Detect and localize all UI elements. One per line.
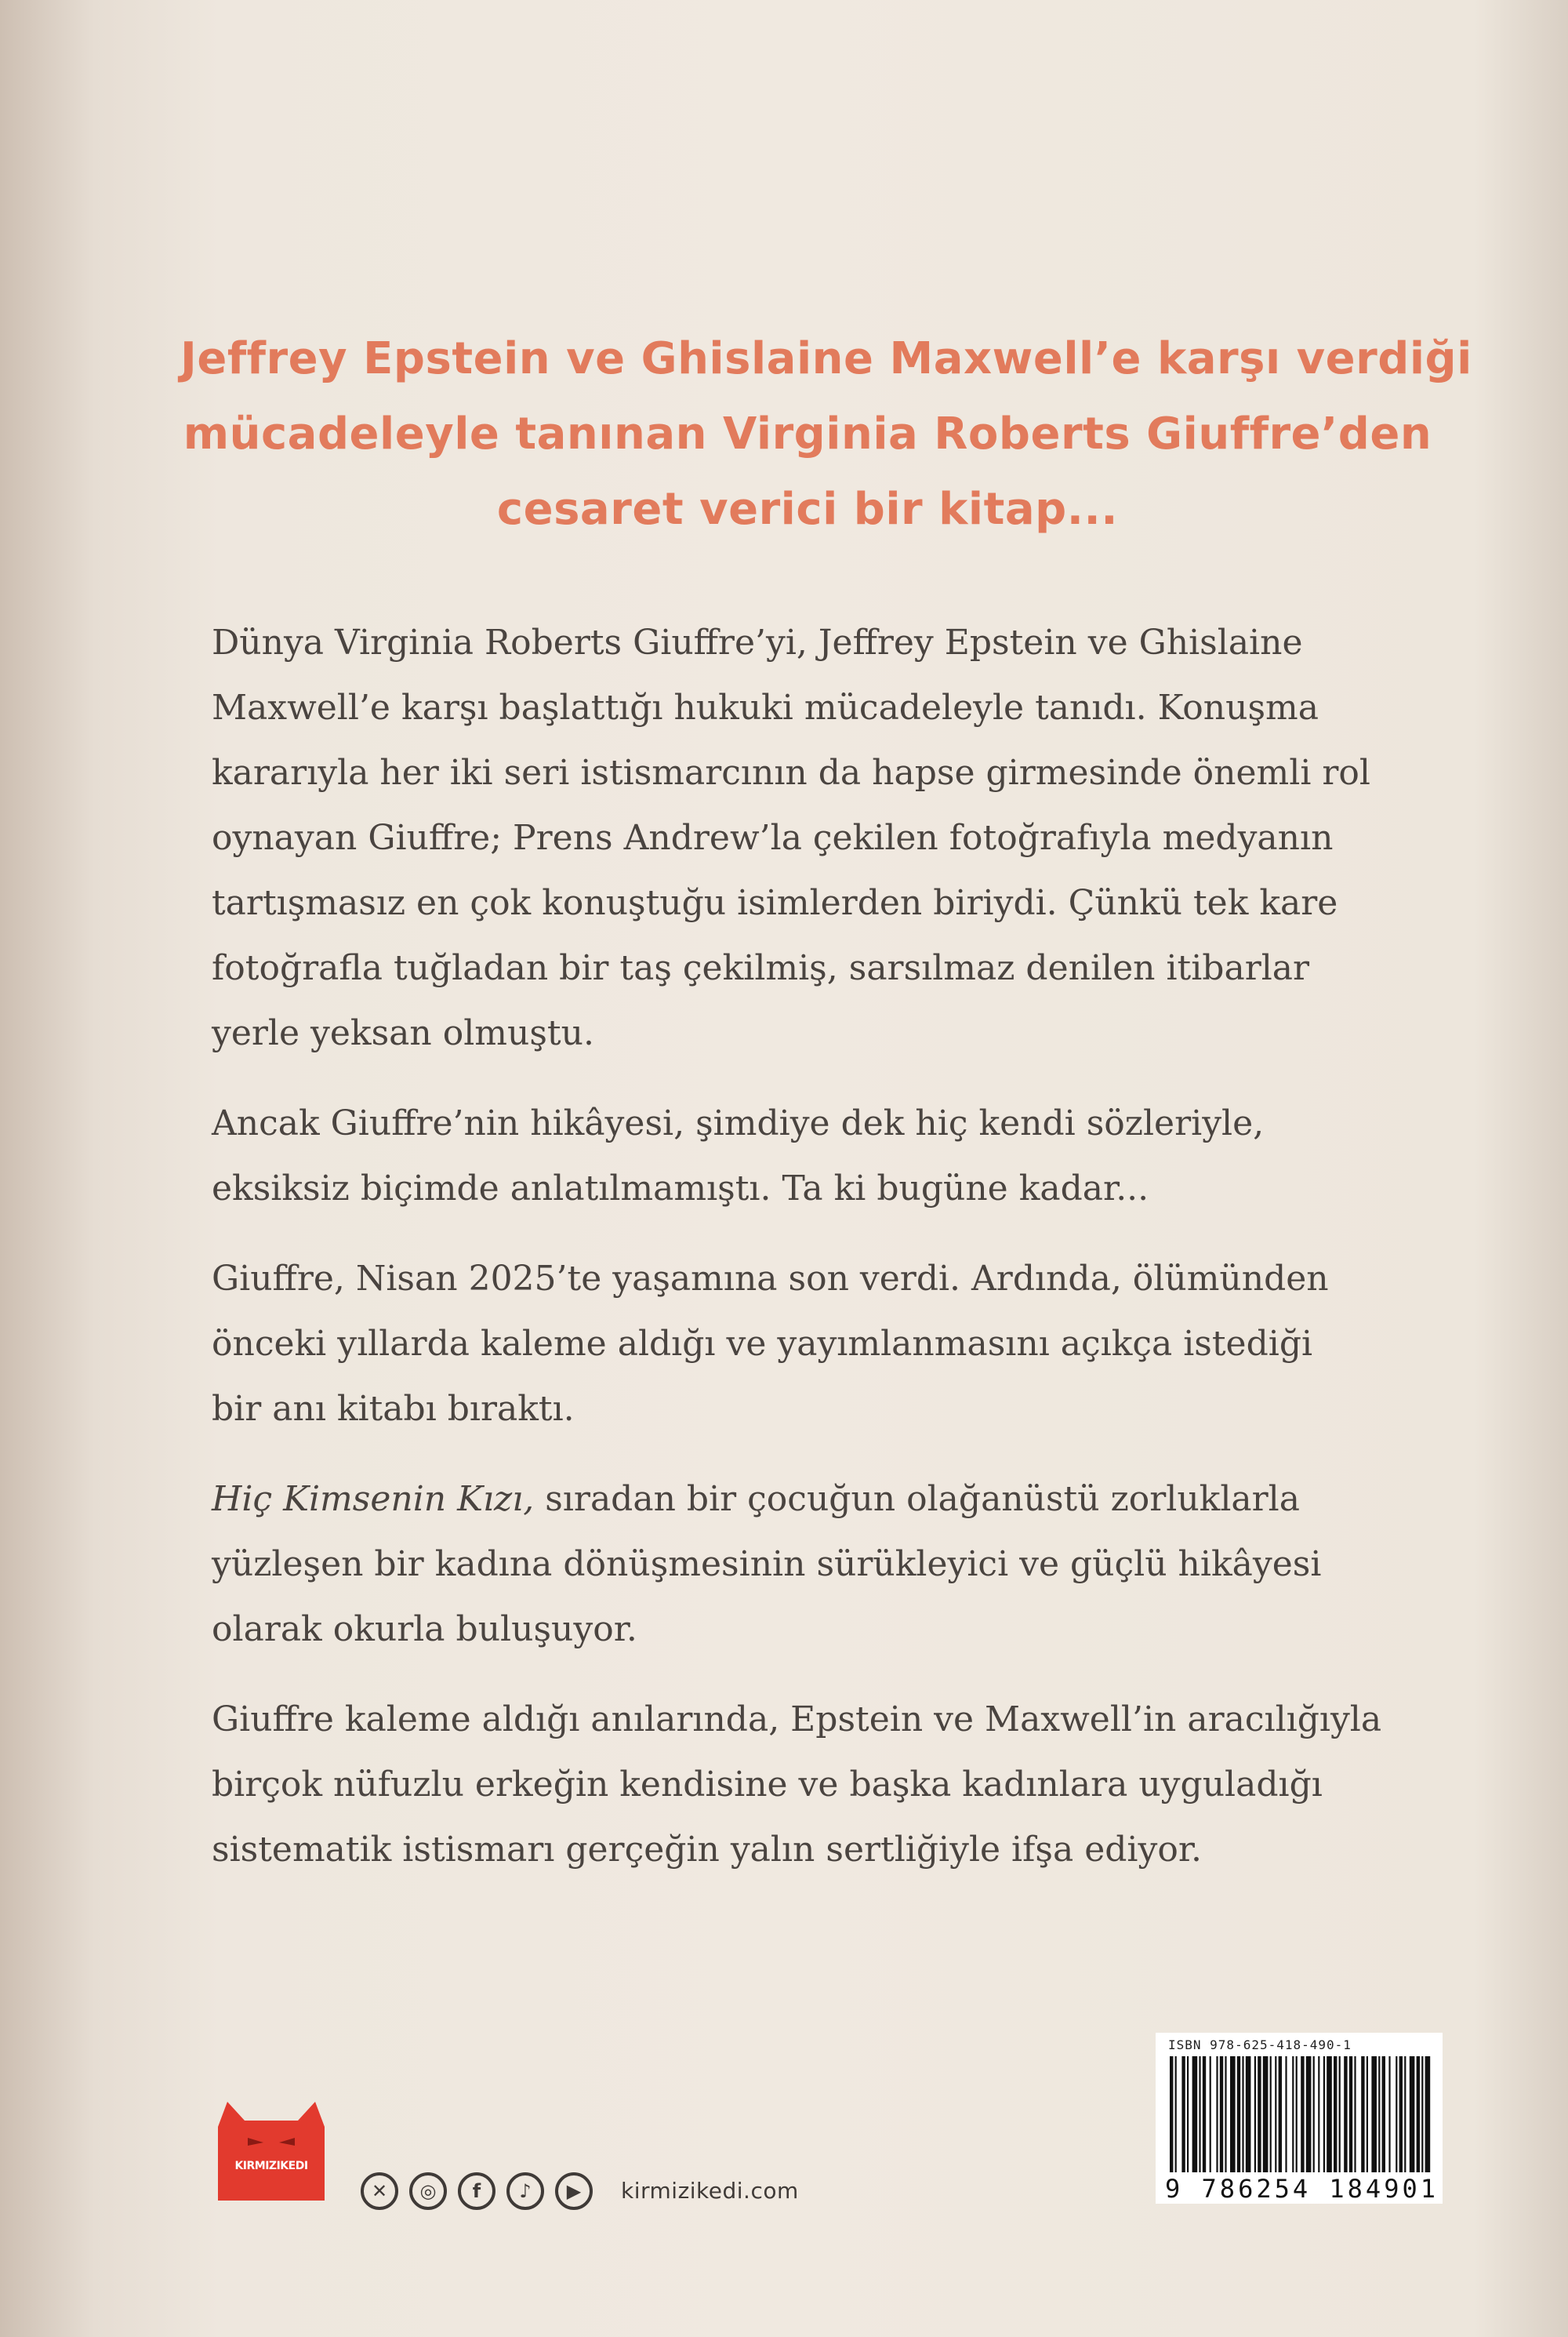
barcode-bar [1382,2056,1385,2172]
paragraph-1 [212,610,1419,1066]
text-line: oynayan Giuffre; Prens Andrew’la çekilen fotoğrafıyla medyanın [212,818,1334,858]
barcode-bar [1425,2056,1431,2172]
barcode-bar [1199,2056,1200,2172]
logo-text: KIRMIZIKEDI [234,2160,308,2172]
publisher-website[interactable]: kirmizikedi.com [621,2178,799,2204]
blurb [212,610,1419,1907]
cat-logo-icon [209,2083,334,2202]
instagram-icon[interactable]: ◎ [409,2172,447,2210]
barcode-bar [1306,2056,1312,2172]
tagline [180,322,1472,547]
text-line: Giuffre, Nisan 2025’te yaşamına son verdi. Ardında, ölümünden [212,1259,1329,1299]
text-line: Ancak Giuffre’nin hikâyesi, şimdiye dek hiç kendi sözleriyle, [212,1103,1265,1143]
barcode-bar [1388,2056,1390,2172]
barcode-bar [1285,2056,1287,2172]
text-line [212,1467,1419,1532]
text-line: Dünya Virginia Roberts Giuffre’yi, Jeffrey Epstein ve Ghislaine [212,623,1303,663]
barcode-bar [1404,2056,1406,2172]
barcode-bar [1279,2056,1282,2172]
barcode-bar [1292,2056,1294,2172]
barcode-bar [1344,2056,1347,2172]
barcode-bar [1421,2056,1423,2172]
text-line: yerle yeksan olmuştu. [212,1013,594,1053]
barcode-bar [1246,2056,1251,2172]
text-line: kararıyla her iki seri istismarcının da hapse girmesinde önemli rol [212,753,1370,793]
barcode-bar [1270,2056,1272,2172]
barcode-bar [1349,2056,1352,2172]
tagline-line: mücadeleyle tanınan Virginia Roberts Giuffre’den [183,409,1432,460]
ean-digits: 9 786254 184901 [1165,2174,1439,2204]
text-line: olarak okurla buluşuyor. [212,1609,637,1649]
text-line: Giuffre kaleme aldığı anılarında, Epstein ve Maxwell’in aracılığıyla [212,1699,1382,1739]
paragraph-2 [212,1091,1419,1221]
barcode-bar [1203,2056,1206,2172]
text-line: eksiksiz biçimde anlatılmamıştı. Ta ki bugüne kadar... [212,1168,1149,1208]
barcode-bar [1220,2056,1223,2172]
barcode-bar [1263,2056,1269,2172]
barcode [1156,2033,1443,2204]
text-line: sistematik istismarı gerçeğin yalın sertliğiyle ifşa ediyor. [212,1830,1203,1870]
barcode-bar [1367,2056,1368,2172]
barcode-bar [1254,2056,1256,2172]
barcode-bar [1175,2056,1177,2172]
barcode-bar [1275,2056,1276,2172]
isbn-text: ISBN 978-625-418-490-1 [1168,2037,1352,2052]
text-run: sıradan bir çocuğun olağanüstü zorluklarla [534,1479,1300,1519]
tagline-line: cesaret verici bir kitap... [496,484,1119,535]
barcode-bar [1181,2056,1185,2172]
barcode-bar [1210,2056,1211,2172]
x-icon[interactable]: ✕ [361,2172,398,2210]
facebook-icon[interactable]: f [458,2172,495,2210]
tiktok-icon[interactable]: ♪ [506,2172,544,2210]
barcode-bar [1323,2056,1325,2172]
barcode-bar [1399,2056,1403,2172]
barcode-bar [1417,2056,1420,2172]
text-line: yüzleşen bir kadına dönüşmesinin sürükleyici ve güçlü hikâyesi [212,1544,1322,1584]
barcode-bar [1230,2056,1236,2172]
barcode-bar [1410,2056,1415,2172]
text-line: fotoğrafla tuğladan bir taş çekilmiş, sarsılmaz denilen itibarlar [212,948,1310,988]
youtube-icon[interactable]: ▶ [555,2172,593,2210]
barcode-bar [1216,2056,1218,2172]
barcode-bar [1301,2056,1304,2172]
paragraph-4 [212,1467,1419,1662]
paragraph-3 [212,1246,1419,1441]
barcode-bar [1225,2056,1226,2172]
barcode-bar [1354,2056,1356,2172]
barcode-bar [1192,2056,1198,2172]
text-line: bir anı kitabı bıraktı. [212,1389,575,1429]
barcode-bar [1258,2056,1261,2172]
book-title: Hiç Kimsenin Kızı, [212,1479,535,1519]
barcode-bar [1361,2056,1364,2172]
barcode-bar [1187,2056,1189,2172]
social-icons [361,2172,593,2210]
text-line: tartışmasız en çok konuştuğu isimlerden biriydi. Çünkü tek kare [212,883,1338,923]
barcode-bar [1242,2056,1243,2172]
barcode-bar [1170,2056,1173,2172]
barcode-bar [1378,2056,1380,2172]
barcode-bar [1334,2056,1337,2172]
barcode-bar [1339,2056,1341,2172]
barcode-bar [1396,2056,1397,2172]
barcode-bar [1296,2056,1298,2172]
paragraph-5 [212,1687,1419,1882]
barcode-bars [1167,2056,1432,2172]
text-line: Maxwell’e karşı başlattığı hukuki mücadeleyle tanıdı. Konuşma [212,688,1319,728]
barcode-bar [1318,2056,1319,2172]
text-line: birçok nüfuzlu erkeğin kendisine ve başka kadınlara uyguladığı [212,1765,1323,1805]
tagline-line: Jeffrey Epstein ve Ghislaine Maxwell’e karşı verdiği [180,333,1472,384]
publisher-logo [209,2083,334,2202]
barcode-bar [1327,2056,1332,2172]
barcode-bar [1237,2056,1240,2172]
barcode-bar [1313,2056,1315,2172]
barcode-bar [1371,2056,1377,2172]
text-line: önceki yıllarda kaleme aldığı ve yayımlanmasını açıkça istediği [212,1324,1313,1364]
